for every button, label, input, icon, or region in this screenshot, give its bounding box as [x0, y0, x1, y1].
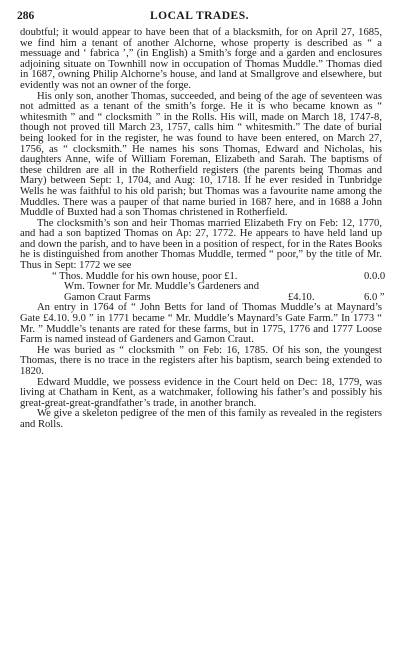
- paragraph: doubtful; it would appear to have been that of a blacksmith, for on April 27, 1685, we find him a tenant of another Alchorne, whose property is described as “ a messuage and ‘ fabrica ’,” (in English) a Smith’s forge and a garden and enclosures adjoining situate on Townhill now in occupation of Thomas Muddle.” Thomas died in 1687, owning Philip Alchorne’s house, and land at Smallgrove and elsewhere, but evidently was not an owner of the forge.: [20, 27, 382, 91]
- rates-quote: [20, 270, 386, 304]
- page-header: [17, 8, 382, 28]
- page-number: 286: [17, 10, 35, 22]
- quote-value: 6.0 ”: [364, 291, 385, 303]
- running-title: LOCAL TRADES.: [150, 10, 249, 22]
- paragraph: He was buried as “ clocksmith ” on Feb: 16, 1785. Of his son, the youngest Thomas, there is no trace in the registers after his baptism, search being extended to 1820.: [20, 344, 382, 377]
- paragraph: An entry in 1764 of “ John Betts for land of Thomas Muddle’s at Maynard’s Gate £4.10. 9.0 ” in 1771 became “ Mr. Muddle’s Maynard’s Gate Farm.” In 1773 “ Mr. ” Muddle’s tenants are rated for these farms, but in 1775, 1776 and 1777 Loose Farm is named instead of Gardeners and Gamon Craut.: [20, 302, 382, 346]
- quote-line: [20, 291, 385, 304]
- page-body: [20, 27, 386, 431]
- quote-value: 0.0.0: [364, 270, 386, 282]
- paragraph: Edward Muddle, we possess evidence in the Court held on Dec: 18, 1779, was living at Chatham in Kent, as a watchmaker, following his father’s and possibly his great-great-great-grandfather’s trade, in another branch.: [20, 376, 382, 409]
- quote-amount: £4.10.: [288, 291, 315, 303]
- paragraph: We give a skeleton pedigree of the men of this family as revealed in the registers and Rolls.: [20, 408, 382, 430]
- quote-text: Gamon Craut Farms: [64, 291, 151, 303]
- paragraph: His only son, another Thomas, succeeded, and being of the age of seventeen was not admitted as a tenant of the smith’s forge. He it is who became known as “ whitesmith ” and “ clocksmith ” in the Rolls. His will, made on March 18, 1747-8, though not proved till March 23, 1757, calls him “ whitesmith.” The date of burial being looked for in the register, he was found to have been entered, on March 27, 1756, as “ clocksmith.” He names his sons Thomas, Edward and Nicholas, his daughters Anne, wife of William Foreman, Elizabeth and Sarah. The baptisms of these children are all in the Rotherfield registers (the parents being Thomas and Mary) between Sept: 1, 1704, and Aug: 10, 1718. If he ever resided in Tunbridge Wells he was faithful to his old parish; but Thomas was a favourite name among the Muddles. There was a pauper of that name buried in 1687 here, and in 1688 a John Muddle of Buxted had a son Thomas christened in Rotherfield.: [20, 90, 382, 219]
- paragraph: The clocksmith’s son and heir Thomas married Elizabeth Fry on Feb: 12, 1770, and had a son baptized Thomas on Ap: 27, 1772. He appears to have held land up and down the parish, and to have been in a position of respect, for in the Rates Books he is distinguished from another Thomas Muddle, termed “ poor,” by the title of Mr. Thus in Sept: 1772 we see: [20, 217, 382, 272]
- quote-text: Wm. Towner for Mr. Muddle’s Gardeners and: [64, 281, 260, 293]
- quote-text: “ Thos. Muddle for his own house, poor £1.: [52, 270, 238, 282]
